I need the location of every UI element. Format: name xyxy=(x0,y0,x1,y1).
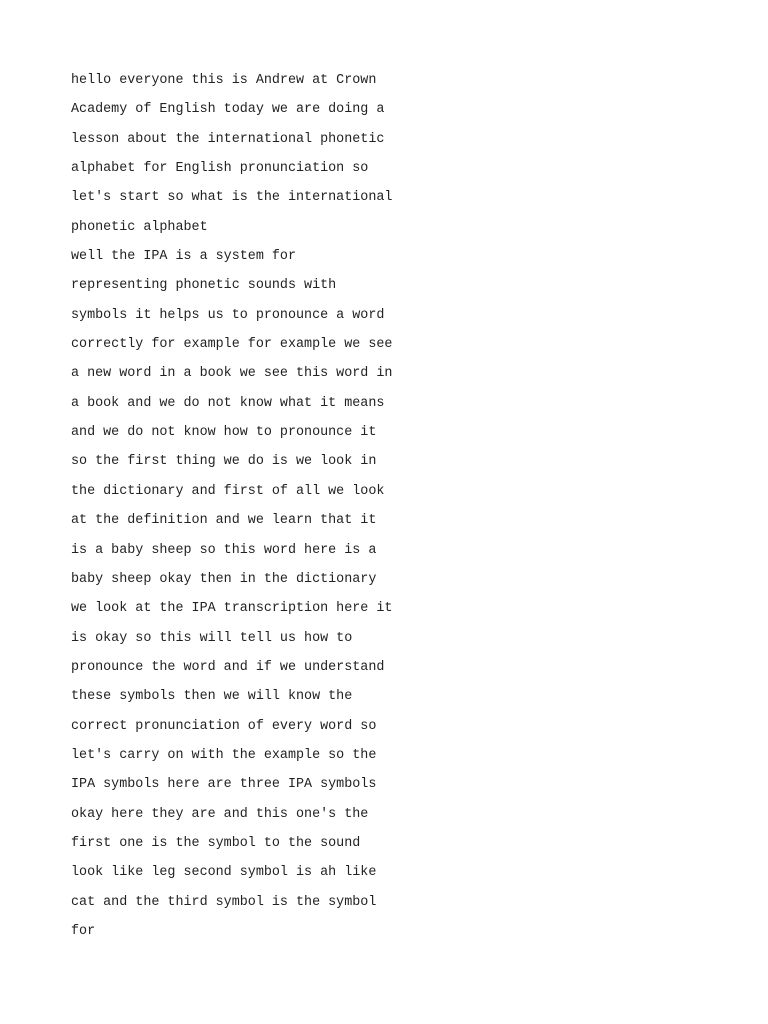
transcript-line: representing phonetic sounds with xyxy=(71,278,337,294)
transcript-line: cat and the third symbol is the symbol xyxy=(71,894,377,910)
transcript-line: correctly for example for example we see xyxy=(71,337,393,353)
transcript-line: these symbols then we will know the xyxy=(71,689,353,705)
transcript-line: well the IPA is a system for xyxy=(71,249,296,265)
transcript-line: let's start so what is the international xyxy=(71,190,393,206)
transcript-line: is okay so this will tell us how to xyxy=(71,630,353,646)
transcript-line: for xyxy=(71,923,96,939)
transcript-line: Academy of English today we are doing a xyxy=(71,102,385,118)
transcript-line: okay here they are and this one's the xyxy=(71,806,369,822)
transcript-line: a new word in a book we see this word in xyxy=(71,366,393,382)
transcript-line: so the first thing we do is we look in xyxy=(71,454,377,470)
transcript-line: correct pronunciation of every word so xyxy=(71,718,377,734)
transcript-line: lesson about the international phonetic xyxy=(71,131,385,147)
transcript-line: pronounce the word and if we understand xyxy=(71,659,385,675)
transcript-line: alphabet for English pronunciation so xyxy=(71,161,369,177)
transcript-text xyxy=(71,66,392,946)
transcript-line: phonetic alphabet xyxy=(71,219,208,235)
transcript-line: hello everyone this is Andrew at Crown xyxy=(71,73,377,88)
transcript-line: we look at the IPA transcription here it xyxy=(71,601,393,617)
transcript-line: the dictionary and first of all we look xyxy=(71,483,385,499)
transcript-line: first one is the symbol to the sound xyxy=(71,835,361,851)
transcript-line: at the definition and we learn that it xyxy=(71,513,377,529)
transcript-line: baby sheep okay then in the dictionary xyxy=(71,571,377,587)
transcript-line: let's carry on with the example so the xyxy=(71,747,377,763)
transcript-line: a book and we do not know what it means xyxy=(71,395,385,411)
transcript-line: and we do not know how to pronounce it xyxy=(71,425,377,441)
transcript-line: look like leg second symbol is ah like xyxy=(71,865,377,881)
transcript-line: symbols it helps us to pronounce a word xyxy=(71,307,385,323)
transcript-line: IPA symbols here are three IPA symbols xyxy=(71,777,377,793)
transcript-line: is a baby sheep so this word here is a xyxy=(71,542,377,558)
